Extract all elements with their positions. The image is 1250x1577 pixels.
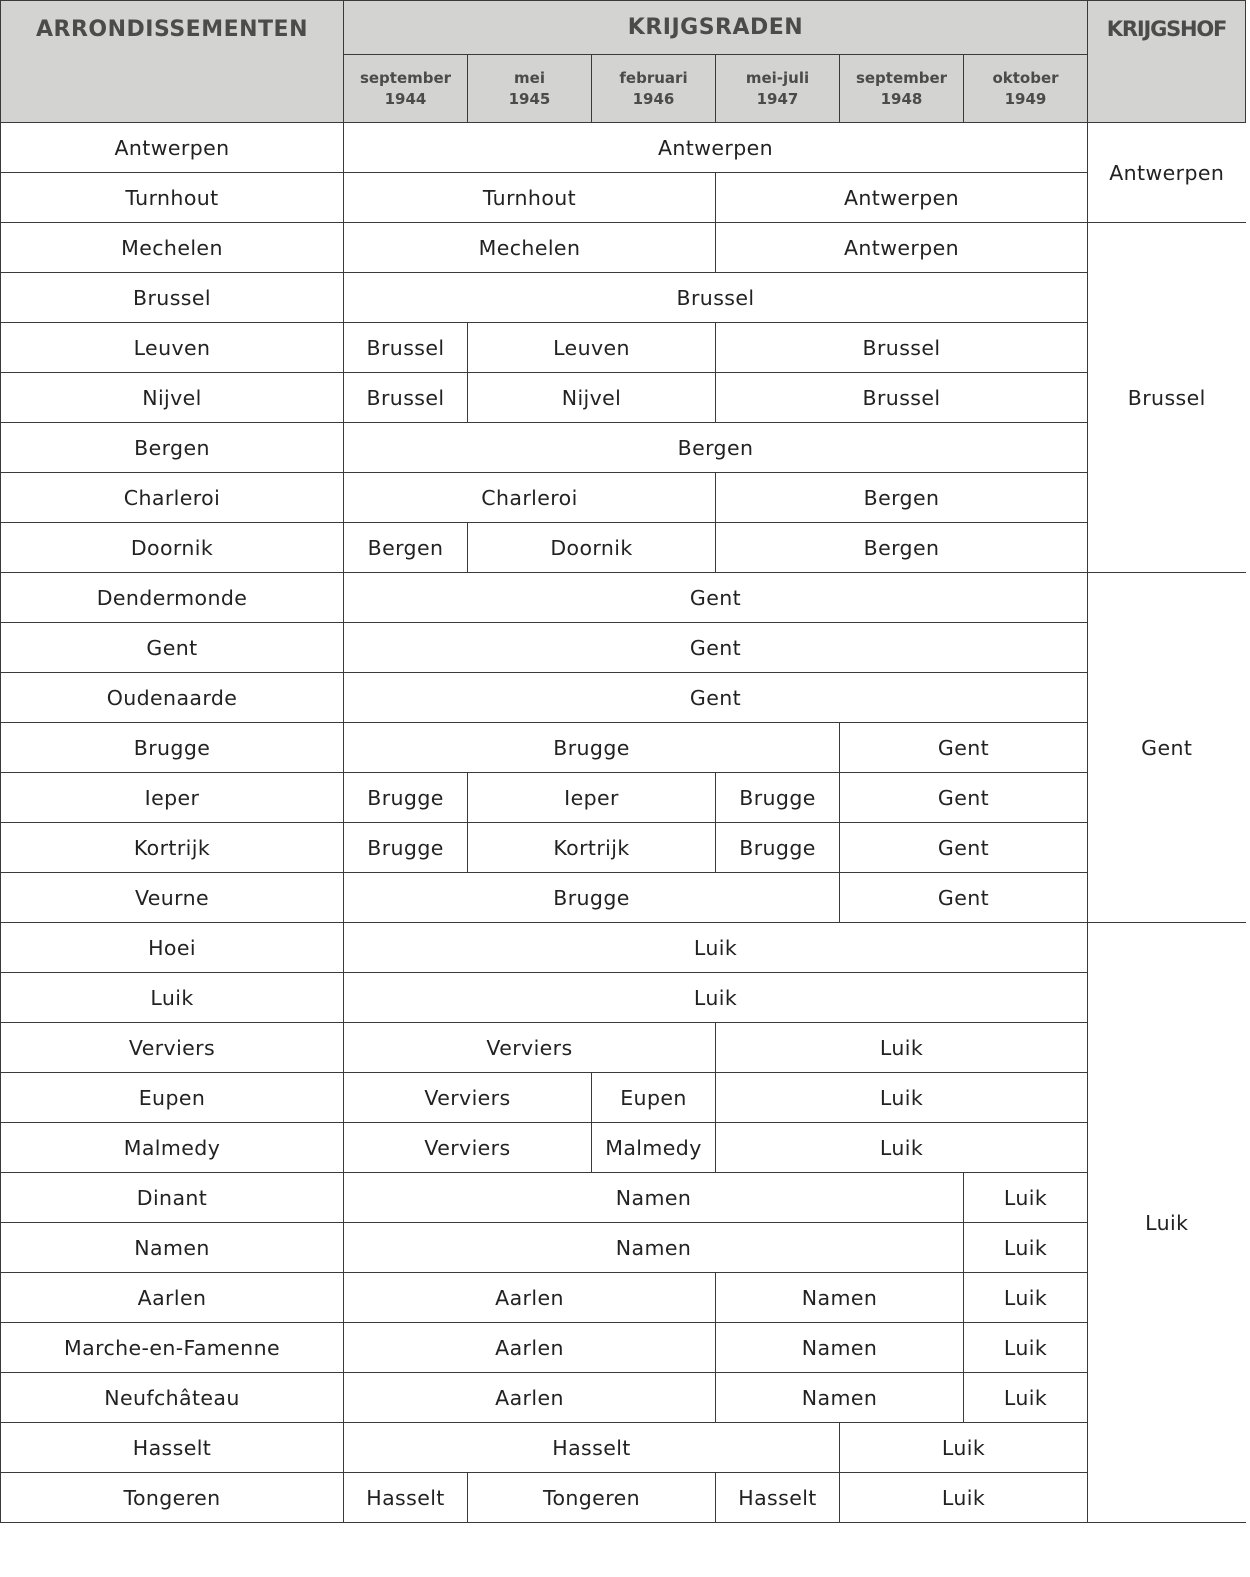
arrondissement-cell: Dendermonde <box>1 573 344 623</box>
table-row <box>1 973 1246 1023</box>
krijgsraad-cell: Luik <box>344 973 1088 1023</box>
krijgsraad-cell: Antwerpen <box>344 123 1088 173</box>
arrondissement-cell: Oudenaarde <box>1 673 344 723</box>
krijgsraad-cell: Nijvel <box>468 373 716 423</box>
krijgsraad-cell: Gent <box>344 573 1088 623</box>
krijgsraad-cell: Luik <box>964 1173 1088 1223</box>
arrondissement-cell: Tongeren <box>1 1473 344 1523</box>
krijgsraad-cell: Brussel <box>344 323 468 373</box>
date-header <box>468 55 592 123</box>
krijgsraad-cell: Luik <box>964 1323 1088 1373</box>
krijgsraad-cell: Verviers <box>344 1023 716 1073</box>
krijgsraad-cell: Hasselt <box>344 1473 468 1523</box>
krijgsraad-cell: Aarlen <box>344 1373 716 1423</box>
date-header <box>716 55 840 123</box>
table-row <box>1 473 1246 523</box>
krijgsraad-cell: Gent <box>840 773 1088 823</box>
arrondissement-cell: Turnhout <box>1 173 344 223</box>
table-row <box>1 1173 1246 1223</box>
table-row <box>1 673 1246 723</box>
krijgshof-cell: Antwerpen <box>1088 123 1246 223</box>
table-row <box>1 1123 1246 1173</box>
table-row <box>1 523 1246 573</box>
arrondissement-cell: Verviers <box>1 1023 344 1073</box>
krijgsraad-cell: Bergen <box>344 423 1088 473</box>
krijgsraad-cell: Brugge <box>716 773 840 823</box>
krijgsraad-cell: Brussel <box>344 373 468 423</box>
table-row <box>1 123 1246 173</box>
krijgsraad-cell: Namen <box>344 1223 964 1273</box>
table-row <box>1 1373 1246 1423</box>
table-row <box>1 1423 1246 1473</box>
header-krijgsraden: KRIJGSRADEN <box>344 1 1088 55</box>
table-row <box>1 1473 1246 1523</box>
krijgsraad-cell: Brugge <box>344 723 840 773</box>
date-month: mei <box>514 68 545 87</box>
arrondissement-cell: Leuven <box>1 323 344 373</box>
date-month: september <box>855 68 948 87</box>
table-row <box>1 623 1246 673</box>
krijgsraad-cell: Gent <box>344 673 1088 723</box>
krijgsraad-cell: Brussel <box>716 373 1088 423</box>
krijgsraad-cell: Gent <box>344 623 1088 673</box>
arrondissement-cell: Dinant <box>1 1173 344 1223</box>
table-body <box>1 123 1246 1523</box>
date-month: mei-juli <box>745 68 810 87</box>
arrondissement-cell: Ieper <box>1 773 344 823</box>
arrondissement-cell: Brussel <box>1 273 344 323</box>
krijgsraad-cell: Luik <box>716 1123 1088 1173</box>
krijgsraad-cell: Eupen <box>592 1073 716 1123</box>
table-row <box>1 1223 1246 1273</box>
krijgsraad-cell: Brussel <box>716 323 1088 373</box>
arrondissement-cell: Luik <box>1 973 344 1023</box>
date-header <box>344 55 468 123</box>
arrondissement-cell: Antwerpen <box>1 123 344 173</box>
krijgsraad-cell: Brussel <box>344 273 1088 323</box>
table-row <box>1 723 1246 773</box>
table-row <box>1 923 1246 973</box>
krijgsraad-cell: Mechelen <box>344 223 716 273</box>
krijgsraad-cell: Antwerpen <box>716 173 1088 223</box>
krijgsraad-cell: Antwerpen <box>716 223 1088 273</box>
date-month: februari <box>619 68 688 87</box>
table-row <box>1 873 1246 923</box>
krijgsraad-cell: Doornik <box>468 523 716 573</box>
arrondissement-cell: Gent <box>1 623 344 673</box>
table-row <box>1 1023 1246 1073</box>
table-row <box>1 273 1246 323</box>
krijgsraad-cell: Namen <box>716 1323 964 1373</box>
krijgsraad-cell: Turnhout <box>344 173 716 223</box>
krijgsraad-cell: Luik <box>964 1273 1088 1323</box>
table-row <box>1 1073 1246 1123</box>
arrondissement-cell: Marche-en-Famenne <box>1 1323 344 1373</box>
header-krijgshof: KRIJGSHOF <box>1088 1 1246 123</box>
table-row <box>1 323 1246 373</box>
krijgsraad-cell: Brugge <box>344 773 468 823</box>
krijgsraad-cell: Charleroi <box>344 473 716 523</box>
table-row <box>1 1323 1246 1373</box>
krijgsraad-cell: Verviers <box>344 1123 592 1173</box>
krijgsraad-cell: Luik <box>716 1023 1088 1073</box>
arrondissement-cell: Namen <box>1 1223 344 1273</box>
krijgsraad-cell: Brugge <box>344 823 468 873</box>
krijgshof-cell: Gent <box>1088 573 1246 923</box>
date-year: 1945 <box>508 89 551 108</box>
krijgsraad-cell: Luik <box>840 1423 1088 1473</box>
date-month: oktober <box>992 68 1059 87</box>
table-row <box>1 823 1246 873</box>
krijgsraad-cell: Brugge <box>344 873 840 923</box>
table-row <box>1 773 1246 823</box>
date-year: 1948 <box>880 89 923 108</box>
arrondissement-cell: Doornik <box>1 523 344 573</box>
krijgsraad-cell: Luik <box>840 1473 1088 1523</box>
date-year: 1947 <box>756 89 799 108</box>
krijgsraad-cell: Gent <box>840 723 1088 773</box>
date-year: 1946 <box>632 89 675 108</box>
date-header <box>592 55 716 123</box>
table-row <box>1 223 1246 273</box>
krijgsraad-cell: Gent <box>840 823 1088 873</box>
krijgsraad-cell: Malmedy <box>592 1123 716 1173</box>
arrondissement-cell: Kortrijk <box>1 823 344 873</box>
arrondissement-cell: Brugge <box>1 723 344 773</box>
table-row <box>1 1273 1246 1323</box>
krijgsraad-cell: Brugge <box>716 823 840 873</box>
krijgsraad-cell: Bergen <box>716 473 1088 523</box>
arrondissement-cell: Hasselt <box>1 1423 344 1473</box>
arrondissement-cell: Hoei <box>1 923 344 973</box>
krijgsraad-cell: Leuven <box>468 323 716 373</box>
table-row <box>1 423 1246 473</box>
krijgshof-cell: Brussel <box>1088 223 1246 573</box>
date-header <box>964 55 1088 123</box>
arrondissement-cell: Charleroi <box>1 473 344 523</box>
date-header <box>840 55 964 123</box>
krijgsraad-cell: Aarlen <box>344 1323 716 1373</box>
krijgsraad-cell: Namen <box>716 1273 964 1323</box>
arrondissement-cell: Eupen <box>1 1073 344 1123</box>
table-row <box>1 573 1246 623</box>
krijgsraad-cell: Verviers <box>344 1073 592 1123</box>
date-year: 1944 <box>384 89 427 108</box>
arrondissement-cell: Nijvel <box>1 373 344 423</box>
krijgsraad-cell: Luik <box>716 1073 1088 1123</box>
arrondissement-cell: Neufchâteau <box>1 1373 344 1423</box>
krijgsraad-cell: Hasselt <box>344 1423 840 1473</box>
krijgsraad-cell: Luik <box>344 923 1088 973</box>
krijgsraad-cell: Luik <box>964 1223 1088 1273</box>
table-row <box>1 373 1246 423</box>
krijgsraad-cell: Kortrijk <box>468 823 716 873</box>
krijgsraad-cell: Gent <box>840 873 1088 923</box>
arrondissement-cell: Veurne <box>1 873 344 923</box>
krijgsraad-cell: Bergen <box>344 523 468 573</box>
krijgsraad-cell: Tongeren <box>468 1473 716 1523</box>
krijgshof-cell: Luik <box>1088 923 1246 1523</box>
krijgsraad-cell: Bergen <box>716 523 1088 573</box>
krijgsraad-cell: Hasselt <box>716 1473 840 1523</box>
header-arrondissementen: ARRONDISSEMENTEN <box>1 1 344 123</box>
krijgsraad-cell: Namen <box>344 1173 964 1223</box>
table-row <box>1 173 1246 223</box>
krijgsraad-cell: Namen <box>716 1373 964 1423</box>
arrondissement-cell: Bergen <box>1 423 344 473</box>
date-month: september <box>359 68 452 87</box>
arrondissement-cell: Mechelen <box>1 223 344 273</box>
arrondissement-cell: Malmedy <box>1 1123 344 1173</box>
krijgsraad-cell: Ieper <box>468 773 716 823</box>
krijgsraad-cell: Aarlen <box>344 1273 716 1323</box>
date-year: 1949 <box>1004 89 1047 108</box>
krijgsraad-cell: Luik <box>964 1373 1088 1423</box>
arrondissement-cell: Aarlen <box>1 1273 344 1323</box>
